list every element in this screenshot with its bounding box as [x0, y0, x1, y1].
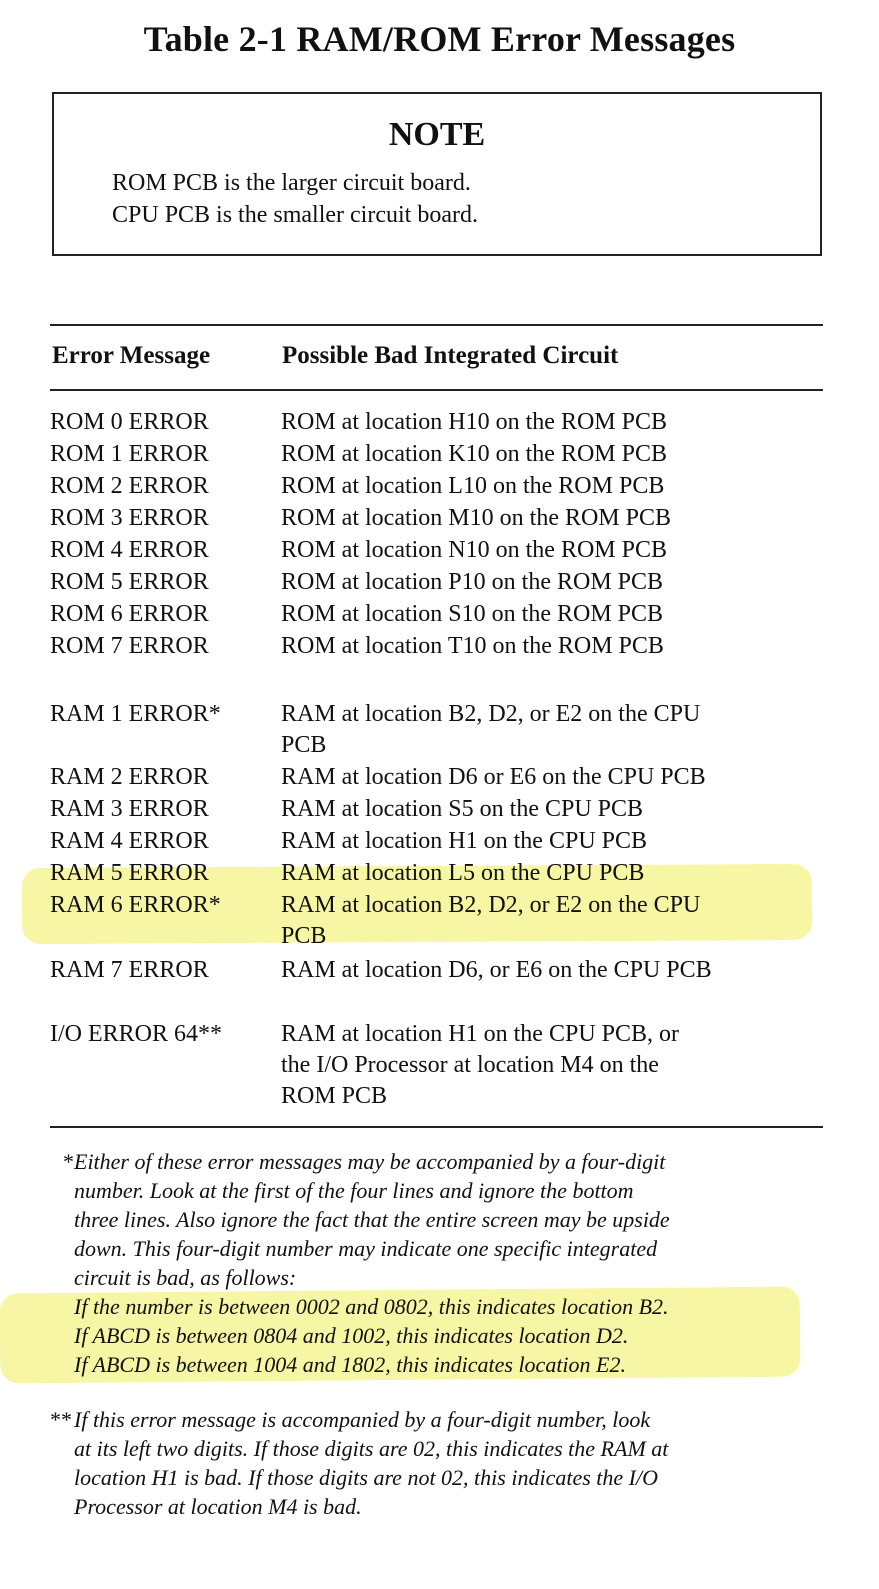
footnote-line: three lines. Also ignore the fact that the entire screen may be upside: [74, 1207, 670, 1232]
note-box: [52, 92, 822, 256]
footnote-marker: *: [63, 1149, 74, 1174]
footnote-line: Either of these error messages may be accompanied by a four-digit: [74, 1149, 666, 1174]
error-message: ROM 4 ERROR: [50, 537, 209, 563]
footnote-line: If ABCD is between 1004 and 1802, this indicates location E2.: [74, 1352, 626, 1377]
error-message: I/O ERROR 64**: [50, 1021, 223, 1047]
bad-circuit-description: ROM at location S10 on the ROM PCB: [281, 601, 664, 627]
error-message: RAM 5 ERROR: [50, 860, 209, 886]
bad-circuit-description: PCB: [281, 732, 327, 758]
bad-circuit-description: RAM at location S5 on the CPU PCB: [281, 796, 644, 822]
error-message: ROM 7 ERROR: [50, 633, 209, 659]
bad-circuit-description: RAM at location D6, or E6 on the CPU PCB: [281, 957, 712, 983]
table-top-rule: [50, 324, 823, 326]
header-error-message: Error Message: [52, 342, 211, 369]
error-message: ROM 5 ERROR: [50, 569, 209, 595]
bad-circuit-description: RAM at location H1 on the CPU PCB, or: [281, 1021, 680, 1047]
footnote-line: down. This four-digit number may indicate one specific integrated: [74, 1236, 658, 1261]
note-line-2: CPU PCB is the smaller circuit board.: [112, 202, 478, 228]
error-message: RAM 4 ERROR: [50, 828, 209, 854]
error-message: ROM 1 ERROR: [50, 441, 209, 467]
error-message: ROM 3 ERROR: [50, 505, 209, 531]
footnote-line: at its left two digits. If those digits are 02, this indicates the RAM at: [74, 1436, 669, 1461]
header-possible-bad-ic: Possible Bad Integrated Circuit: [282, 342, 619, 369]
error-message: ROM 6 ERROR: [50, 601, 209, 627]
footnote-line: If this error message is accompanied by a four-digit number, look: [74, 1407, 651, 1432]
bad-circuit-description: ROM at location K10 on the ROM PCB: [281, 441, 668, 467]
note-line-1: ROM PCB is the larger circuit board.: [112, 170, 471, 196]
table-header-rule: [50, 389, 823, 391]
footnote-line: number. Look at the first of the four lines and ignore the bottom: [74, 1178, 634, 1203]
bad-circuit-description: ROM at location T10 on the ROM PCB: [281, 633, 664, 659]
page-title: Table 2-1 RAM/ROM Error Messages: [143, 19, 736, 59]
footnote-line: Processor at location M4 is bad.: [74, 1494, 362, 1519]
bad-circuit-description: ROM PCB: [281, 1083, 388, 1109]
footnote-line: circuit is bad, as follows:: [74, 1265, 297, 1290]
bad-circuit-description: RAM at location H1 on the CPU PCB: [281, 828, 648, 854]
bad-circuit-description: RAM at location L5 on the CPU PCB: [281, 860, 645, 886]
bad-circuit-description: RAM at location D6 or E6 on the CPU PCB: [281, 764, 706, 790]
error-message: RAM 3 ERROR: [50, 796, 209, 822]
error-message: RAM 7 ERROR: [50, 957, 209, 983]
note-heading: NOTE: [388, 116, 486, 153]
footnote-line: If ABCD is between 0804 and 1002, this indicates location D2.: [74, 1323, 629, 1348]
bad-circuit-description: RAM at location B2, D2, or E2 on the CPU: [281, 892, 701, 918]
bad-circuit-description: RAM at location B2, D2, or E2 on the CPU: [281, 701, 701, 727]
error-message: RAM 1 ERROR*: [50, 701, 221, 727]
error-message: RAM 2 ERROR: [50, 764, 209, 790]
bad-circuit-description: ROM at location H10 on the ROM PCB: [281, 409, 668, 435]
bad-circuit-description: ROM at location P10 on the ROM PCB: [281, 569, 664, 595]
bad-circuit-description: the I/O Processor at location M4 on the: [281, 1052, 659, 1078]
footnote-line: location H1 is bad. If those digits are not 02, this indicates the I/O: [74, 1465, 658, 1490]
bad-circuit-description: ROM at location L10 on the ROM PCB: [281, 473, 665, 499]
error-message: ROM 2 ERROR: [50, 473, 209, 499]
error-message: ROM 0 ERROR: [50, 409, 209, 435]
bad-circuit-description: ROM at location M10 on the ROM PCB: [281, 505, 672, 531]
bad-circuit-description: ROM at location N10 on the ROM PCB: [281, 537, 668, 563]
table-bottom-rule: [50, 1126, 823, 1128]
bad-circuit-description: PCB: [281, 923, 327, 949]
footnote-line: If the number is between 0002 and 0802, this indicates location B2.: [74, 1294, 669, 1319]
footnote-marker: **: [50, 1407, 72, 1432]
error-message: RAM 6 ERROR*: [50, 892, 221, 918]
